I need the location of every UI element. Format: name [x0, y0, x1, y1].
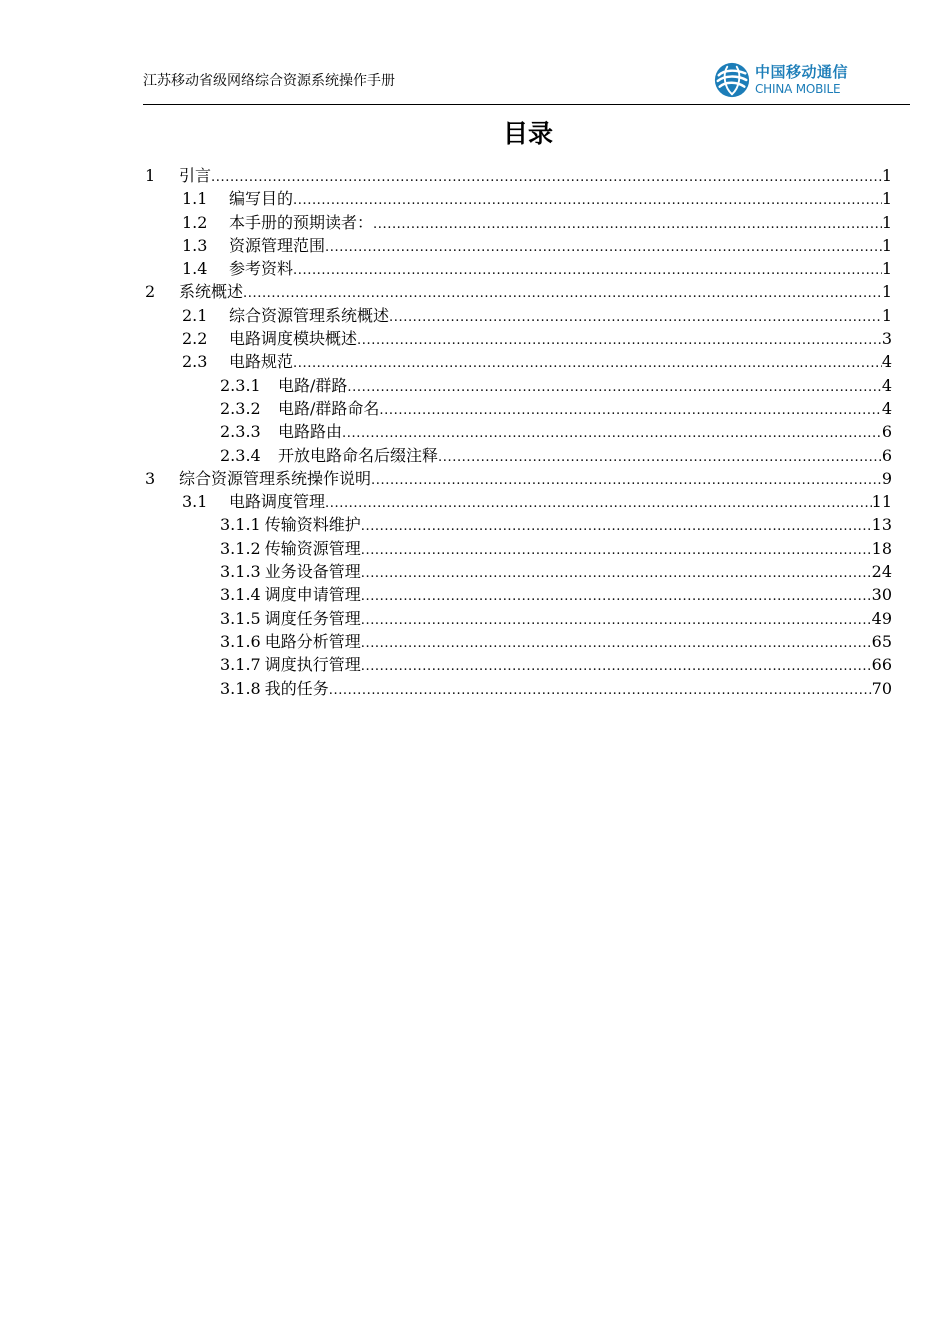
toc-entry[interactable] — [143, 211, 892, 234]
toc-entry-title: 电路调度管理 — [229, 492, 326, 512]
toc-entry-title: 本手册的预期读者： — [229, 212, 374, 232]
toc-entry-title: 综合资源管理系统概述 — [229, 305, 390, 325]
toc-entry-page-number: 70 — [871, 678, 892, 698]
toc-entry[interactable] — [143, 304, 892, 327]
toc-entry-page-number: 65 — [871, 631, 892, 651]
logo-name-cn: 中国移动通信 — [754, 63, 848, 81]
china-mobile-logo-text — [755, 65, 848, 95]
toc-entry-number: 2.3.2 — [220, 398, 261, 418]
toc-dot-leader — [325, 236, 882, 259]
toc-entry-title: 传输资料维护 — [264, 515, 361, 535]
toc-entry-page-number: 13 — [871, 515, 892, 535]
toc-entry-page-number: 24 — [871, 562, 892, 582]
toc-entry-title: 调度申请管理 — [264, 585, 361, 605]
toc-dot-leader — [361, 562, 872, 585]
toc-dot-leader — [361, 655, 872, 678]
china-mobile-logo — [713, 60, 848, 100]
toc-entry[interactable] — [143, 467, 892, 490]
toc-entry-page-number: 49 — [871, 608, 892, 628]
toc-entry-title: 系统概述 — [179, 282, 244, 302]
toc-entry-number: 1.4 — [182, 259, 208, 279]
toc-dot-leader — [342, 422, 882, 445]
toc-dot-leader — [361, 515, 872, 538]
document-header-title: 江苏移动省级网络综合资源系统操作手册 — [143, 73, 395, 89]
toc-entry[interactable] — [143, 607, 892, 630]
toc-entry-number: 2.2 — [182, 329, 208, 349]
logo-name-en: CHINA MOBILE — [754, 82, 841, 96]
toc-entry-page-number: 1 — [881, 282, 892, 302]
toc-entry[interactable] — [143, 280, 892, 303]
toc-entry[interactable] — [143, 444, 892, 467]
toc-entry[interactable] — [143, 537, 892, 560]
toc-entry-page-number: 6 — [881, 422, 892, 442]
toc-dot-leader — [211, 166, 882, 189]
toc-entry-number: 2.1 — [182, 305, 208, 325]
toc-entry-number: 3.1.8 — [220, 678, 261, 698]
toc-entry-title: 电路/群路命名 — [278, 398, 380, 418]
toc-entry-number: 3.1.3 — [220, 562, 261, 582]
toc-entry-page-number: 11 — [871, 492, 892, 512]
toc-entry-title: 电路分析管理 — [264, 631, 361, 651]
toc-entry-number: 3.1.6 — [220, 631, 261, 651]
toc-entry-number: 3.1.7 — [220, 655, 261, 675]
toc-entry-page-number: 30 — [871, 585, 892, 605]
toc-entry-page-number: 4 — [881, 398, 892, 418]
toc-entry-title: 调度执行管理 — [264, 655, 361, 675]
toc-entry-number: 1.1 — [182, 189, 208, 209]
toc-dot-leader — [293, 259, 882, 282]
toc-heading: 目录 — [502, 119, 553, 148]
toc-dot-leader — [438, 446, 882, 469]
toc-dot-leader — [361, 609, 872, 632]
toc-entry-title: 电路/群路 — [278, 375, 348, 395]
toc-entry-number: 2.3.3 — [220, 422, 261, 442]
toc-entry-title: 调度任务管理 — [264, 608, 361, 628]
toc-entry-number: 3.1.2 — [220, 538, 261, 558]
toc-dot-leader — [293, 352, 882, 375]
toc-entry-number: 1.2 — [182, 212, 208, 232]
toc-entry-title: 我的任务 — [264, 678, 329, 698]
toc-entry-number: 2.3 — [182, 352, 208, 372]
toc-dot-leader — [325, 492, 872, 515]
toc-entry-number: 3.1.5 — [220, 608, 261, 628]
toc-dot-leader — [361, 539, 872, 562]
toc-entry[interactable] — [143, 234, 892, 257]
toc-dot-leader — [379, 399, 881, 422]
toc-entry-page-number: 4 — [881, 352, 892, 372]
toc-entry[interactable] — [143, 164, 892, 187]
toc-entry-number: 3.1.4 — [220, 585, 261, 605]
toc-dot-leader — [357, 329, 882, 352]
toc-dot-leader — [293, 189, 882, 212]
toc-dot-leader — [373, 213, 882, 236]
toc-entry-page-number: 9 — [881, 468, 892, 488]
toc-entry-title: 资源管理范围 — [229, 235, 326, 255]
toc-entry-number: 2.3.4 — [220, 445, 261, 465]
toc-entry-title: 引言 — [179, 166, 212, 185]
toc-entry-title: 开放电路命名后缀注释 — [278, 445, 439, 465]
toc-entry-title: 电路规范 — [229, 352, 294, 372]
toc-entry-number: 3.1.1 — [220, 515, 261, 535]
toc-entry-page-number: 6 — [881, 445, 892, 465]
china-mobile-logo-icon — [713, 61, 751, 99]
toc-dot-leader — [389, 306, 882, 329]
toc-dot-leader — [371, 469, 882, 492]
toc-entry-page-number: 1 — [881, 212, 892, 232]
toc-entry-page-number: 1 — [881, 166, 892, 185]
toc-entry-title: 电路路由 — [278, 422, 343, 442]
toc-entry-number: 2.3.1 — [220, 375, 261, 395]
toc-entry-page-number: 18 — [871, 538, 892, 558]
toc-dot-leader — [329, 679, 872, 702]
toc-entry-number: 1.3 — [182, 235, 208, 255]
toc-dot-leader — [243, 282, 882, 305]
toc-entry-title: 编写目的 — [229, 189, 294, 209]
toc-entry[interactable] — [143, 420, 892, 443]
toc-entry-title: 综合资源管理系统操作说明 — [179, 468, 372, 488]
toc-entry[interactable] — [143, 350, 892, 373]
toc-entry-title: 参考资料 — [229, 259, 294, 279]
toc-entry-number: 2 — [145, 282, 156, 302]
toc-entry-number: 3 — [145, 468, 156, 488]
toc-entry-page-number: 1 — [881, 235, 892, 255]
toc-entry[interactable] — [143, 187, 892, 210]
toc-dot-leader — [361, 585, 872, 608]
toc-entry-page-number: 66 — [871, 655, 892, 675]
table-of-contents — [143, 164, 892, 700]
toc-entry[interactable] — [143, 490, 892, 513]
toc-entry-title: 电路调度模块概述 — [229, 329, 358, 349]
toc-entry-number: 3.1 — [182, 492, 208, 512]
toc-entry[interactable] — [143, 257, 892, 280]
toc-entry-page-number: 1 — [881, 259, 892, 279]
toc-entry[interactable] — [143, 630, 892, 653]
toc-entry[interactable] — [143, 397, 892, 420]
toc-entry[interactable] — [143, 513, 892, 536]
toc-entry[interactable] — [143, 583, 892, 606]
page-header — [143, 58, 910, 105]
toc-entry[interactable] — [143, 653, 892, 676]
toc-entry-number: 1 — [145, 166, 156, 185]
toc-entry[interactable] — [143, 374, 892, 397]
toc-dot-leader — [347, 376, 881, 399]
toc-entry-page-number: 3 — [881, 329, 892, 349]
toc-entry-page-number: 1 — [881, 189, 892, 209]
toc-entry[interactable] — [143, 560, 892, 583]
toc-entry-title: 传输资源管理 — [264, 538, 361, 558]
toc-dot-leader — [361, 632, 872, 655]
toc-entry-title: 业务设备管理 — [264, 562, 361, 582]
toc-entry-page-number: 1 — [881, 305, 892, 325]
toc-entry[interactable] — [143, 327, 892, 350]
toc-entry[interactable] — [143, 677, 892, 700]
toc-entry-page-number: 4 — [881, 375, 892, 395]
